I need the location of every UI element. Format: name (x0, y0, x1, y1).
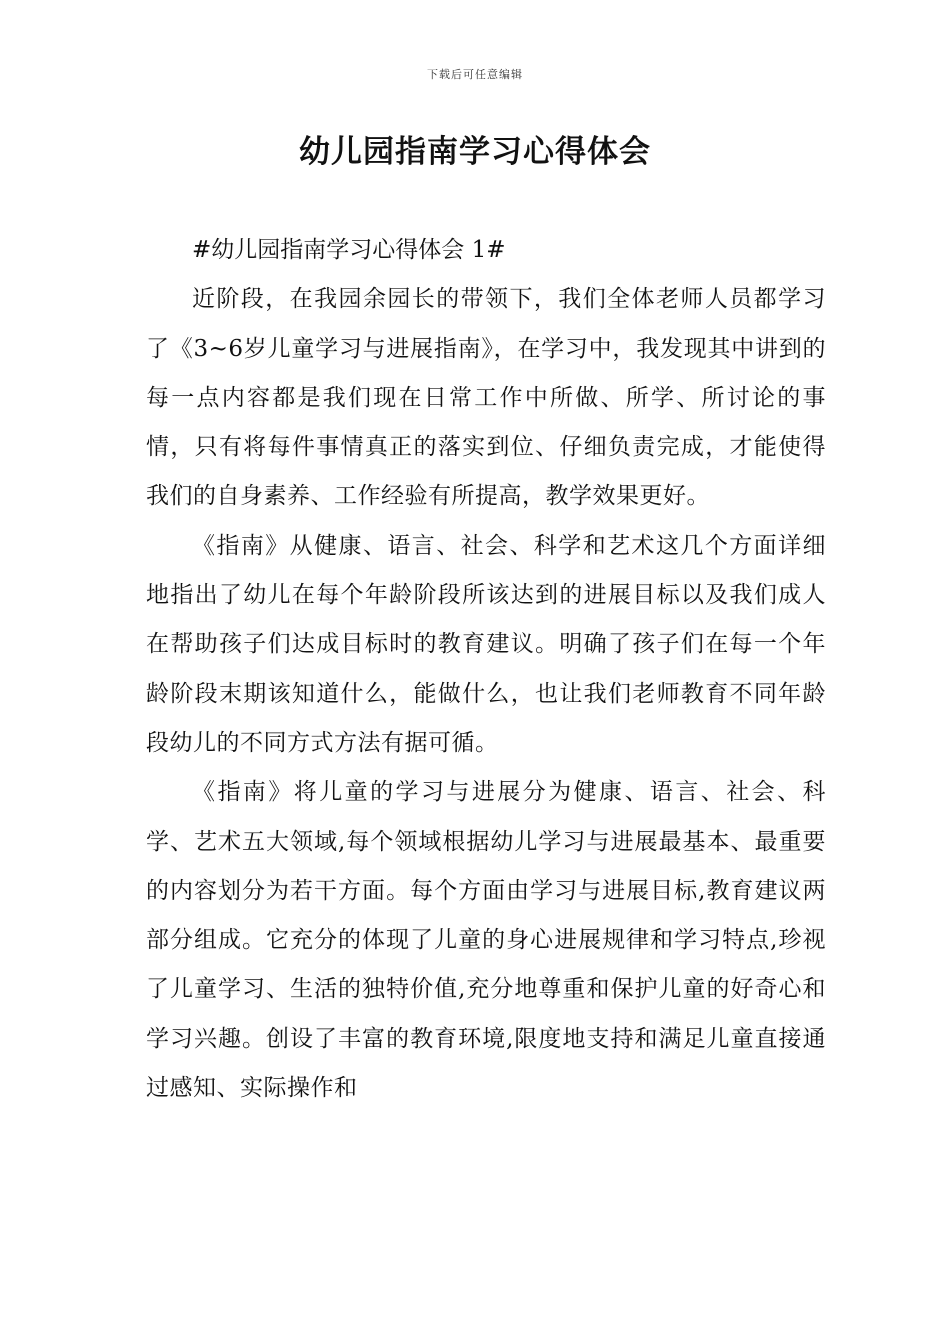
document-body (146, 226, 826, 1113)
document-title: 幼儿园指南学习心得体会 (299, 134, 651, 170)
paragraph-2: 《指南》从健康、语言、社会、科学和艺术这几个方面详细地指出了幼儿在每个年龄阶段所该达到的进展目标以及我们成人在帮助孩子们达成目标时的教育建议。明确了孩子们在每一个年龄阶段末期该知道什么，能做什么，也让我们老师教育不同年龄段幼儿的不同方式方法有据可循。 (146, 532, 826, 756)
section-heading: #幼儿园指南学习心得体会 1# (192, 237, 506, 263)
paragraph-1: 近阶段，在我园余园长的带领下，我们全体老师人员都学习了《3~6岁儿童学习与进展指南》，在学习中，我发现其中讲到的每一点内容都是我们现在日常工作中所做、所学、所讨论的事情，只有将每件事情真正的落实到位、仔细负责完成，才能使得我们的自身素养、工作经验有所提高，教学效果更好。 (146, 286, 826, 510)
header-note: 下载后可任意编辑 (427, 68, 523, 81)
paragraph-3: 《指南》将儿童的学习与进展分为健康、语言、社会、科学、艺术五大领域,每个领域根据幼儿学习与进展最基本、最重要的内容划分为若干方面。每个方面由学习与进展目标,教育建议两部分组成。它充分的体现了儿童的身心进展规律和学习特点,珍视了儿童学习、生活的独特价值,充分地尊重和保护儿童的好奇心和学习兴趣。创设了丰富的教育环境,限度地支持和满足儿童直接通过感知、实际操作和 (146, 779, 826, 1102)
